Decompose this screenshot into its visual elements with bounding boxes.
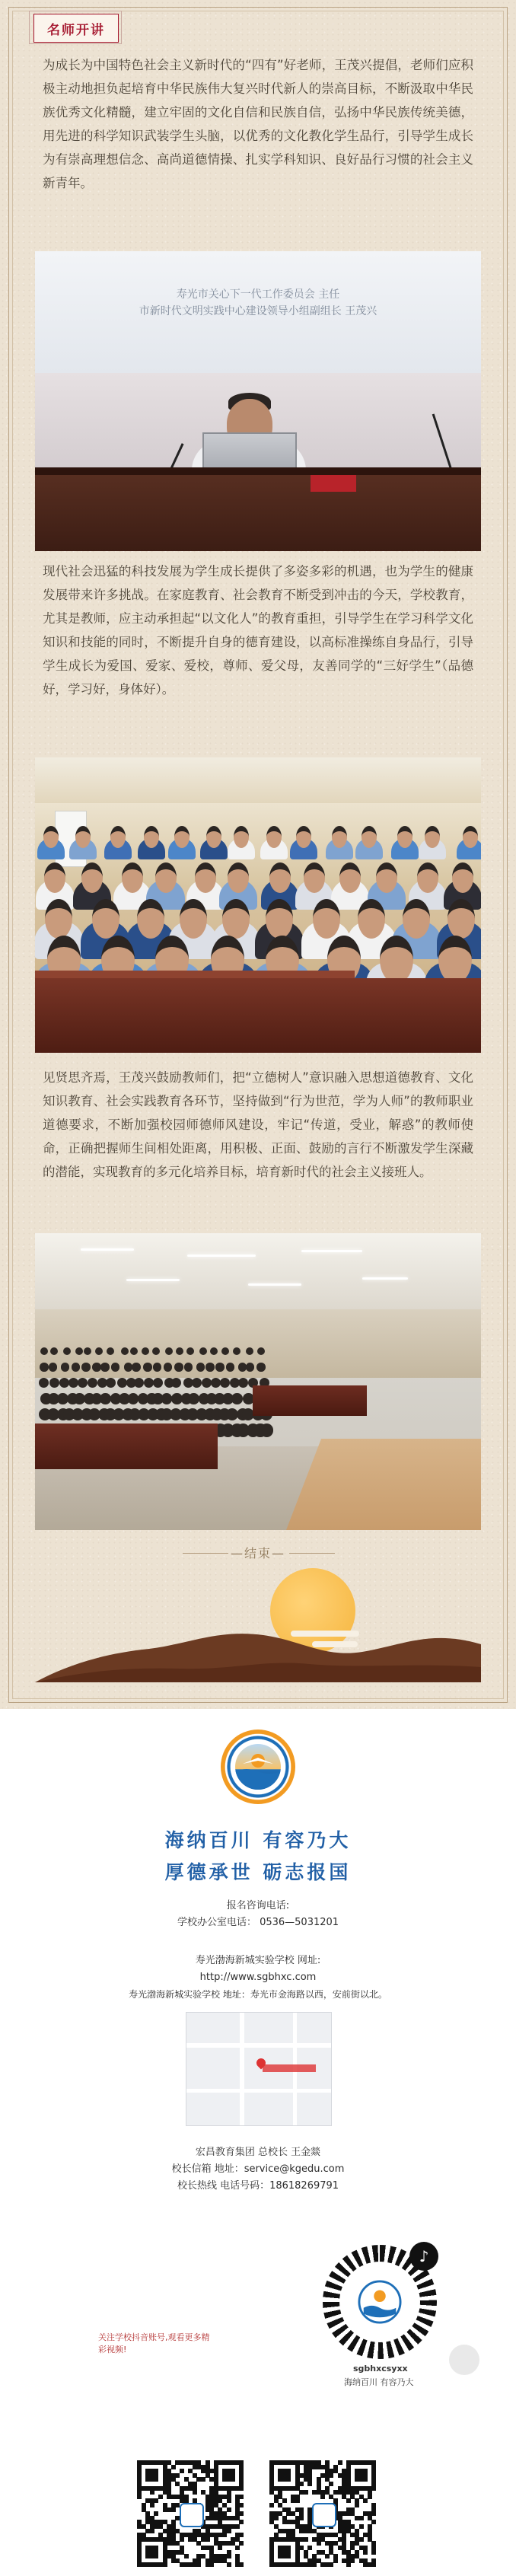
banner-line-1: 寿光市关心下一代工作委员会 主任 (176, 289, 340, 301)
hills-decoration (35, 1599, 481, 1682)
registration-phone: 学校办公室电话： 0536—5031201 (177, 1917, 339, 1928)
name-plate (311, 475, 356, 492)
principal-hotline: 校长热线 电话号码：18618269791 (177, 2180, 339, 2192)
photo-lecture-hall (35, 1233, 481, 1530)
qr-code-left[interactable] (137, 2460, 244, 2567)
paragraph-2: 现代社会迅猛的科技发展为学生成长提供了多姿多彩的机遇，也为学生的健康发展带来许多挑战。在家庭教育、社会教育不断受到冲击的今天，学校教育，尤其是教师，应主动承担起“以文化人”的教育重担，引导学生在学习科学文化知识和技能的同时，不断提升自身的德育建设，以高标准操练自身品行，引导学生成长为爱国、爱家、爱校，尊师、爱父母，友善同学的“三好学生”（品德好，学习好，身体好）。 (43, 564, 473, 697)
location-map[interactable] (186, 2012, 332, 2126)
qr-code-right[interactable] (269, 2460, 376, 2567)
school-address: 寿光渤海新城实验学校 地址：寿光市金海路以西，安前街以北。 (129, 1989, 387, 2000)
douyin-motto: 海纳百川 有容乃大 (344, 2377, 414, 2387)
paragraph-1: 为成长为中国特色社会主义新时代的“四有”好老师，王茂兴提倡，老师们应积极主动地担负起培育中华民族伟大复兴时代新人的崇高目标，不断汲取中华民族优秀文化精髓，建立牢固的文化自信和民族自信，弘扬中华民族传统美德，用先进的科学知识武装学生头脑，以优秀的文化教化学生品行，引导学生成长为有崇高理想信念、高尚道德情操、扎实学科知识、良好品行习惯的社会主义新青年。 (43, 58, 473, 190)
group-principal: 宏昌教育集团 总校长 王金燚 (195, 2147, 321, 2158)
paragraph-3: 见贤思齐焉，王茂兴鼓励教师们，把“立德树人”意识融入思想道德教育、文化知识教育、社会实践教育各环节，坚持做到“行为世范，学为人师”的教师职业道德要求，不断加强校园师德师风建设，牢记“传道，受业，解惑”的教师使命，正确把握师生间相处距离，用积极、正面、鼓励的言行不断激发学生深藏的潜能，实现教育的多元化培养目标，培育新时代的社会主义接班人。 (43, 1070, 473, 1179)
section-tag-label: 名师开讲 (47, 22, 105, 38)
principal-email[interactable]: 校长信箱 地址：service@kgedu.com (171, 2163, 345, 2175)
end-label: —结束— (230, 1546, 285, 1561)
banner (35, 251, 481, 373)
photo-audience-front (35, 757, 481, 1053)
slogan-line-2: 厚德承世 砺志报国 (164, 1861, 352, 1883)
douyin-logo-icon (358, 2280, 402, 2324)
douyin-id: sgbhxcsyxx (353, 2364, 408, 2374)
registration-title: 报名咨询电话: (226, 1900, 290, 1911)
follow-note: 关注学校抖音账号,观看更多精彩视频! (98, 2332, 210, 2354)
tiktok-icon: ♪ (409, 2242, 438, 2271)
school-logo-inner (235, 1744, 281, 1790)
banner-line-2: 市新时代文明实践中心建设领导小组副组长 王茂兴 (139, 305, 377, 317)
photo-speaker (35, 251, 481, 551)
section-tag (33, 14, 119, 43)
website-title: 寿光渤海新城实验学校 网址: (195, 1955, 321, 1966)
website-url[interactable]: http://www.sgbhxc.com (199, 1972, 317, 1983)
slogan-line-1: 海纳百川 有容乃大 (164, 1829, 352, 1851)
